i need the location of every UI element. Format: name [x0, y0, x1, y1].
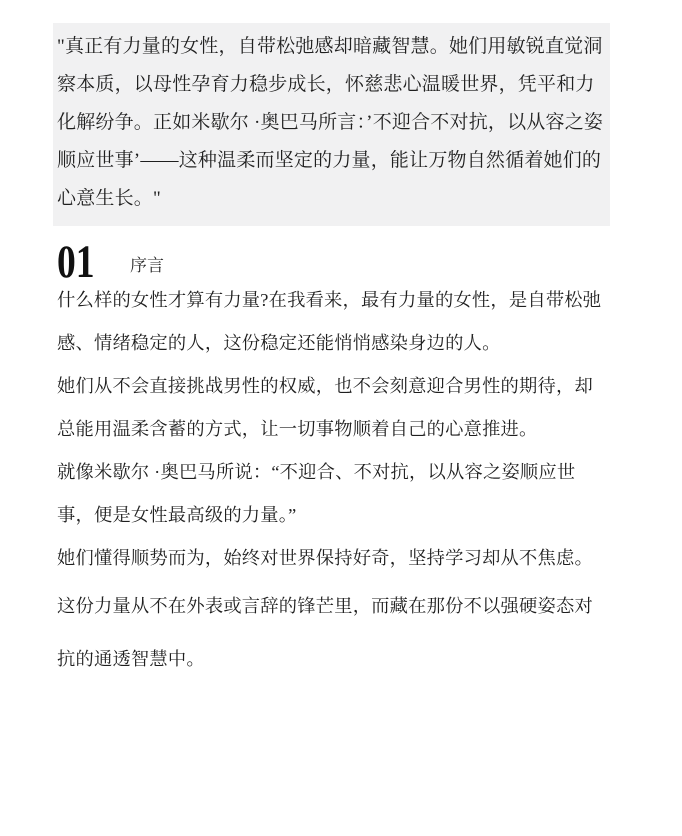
quote-block — [53, 23, 610, 226]
quote-text: "真正有力量的女性，自带松弛感却暗藏智慧。她们用敏锐直觉洞察本质，以母性孕育力稳步成长，怀慈悲心温暖世界，凭平和力化解纷争。正如米歇尔 ·奥巴马所言：’不迎合不对抗，以从容之姿顺应世事’——这种温柔而坚定的力量，能让万物自然循着她们的心意生长。" — [57, 36, 604, 209]
paragraph-1: 什么样的女性才算有力量?在我看来，最有力量的女性，是自带松弛感、情绪稳定的人，这份稳定还能悄悄感染身边的人。 — [57, 290, 602, 353]
section-heading — [57, 236, 610, 288]
section-number: 01 — [57, 236, 95, 288]
section-title: 序言 — [130, 256, 164, 275]
paragraph-2: 她们从不会直接挑战男性的权威，也不会刻意迎合男性的期待，却总能用温柔含蓄的方式，让一切事物顺着自己的心意推进。 — [57, 376, 593, 439]
paragraph-4: 她们懂得顺势而为，始终对世界保持好奇，坚持学习却从不焦虑。 — [57, 548, 593, 568]
paragraph-5: 这份力量从不在外表或言辞的锋芒里，而藏在那份不以强硬姿态对抗的通透智慧中。 — [57, 596, 593, 669]
article-page — [57, 23, 610, 686]
paragraph-3: 就像米歇尔 ·奥巴马所说：“不迎合、不对抗，以从容之姿顺应世事，便是女性最高级的力量。” — [57, 462, 576, 525]
